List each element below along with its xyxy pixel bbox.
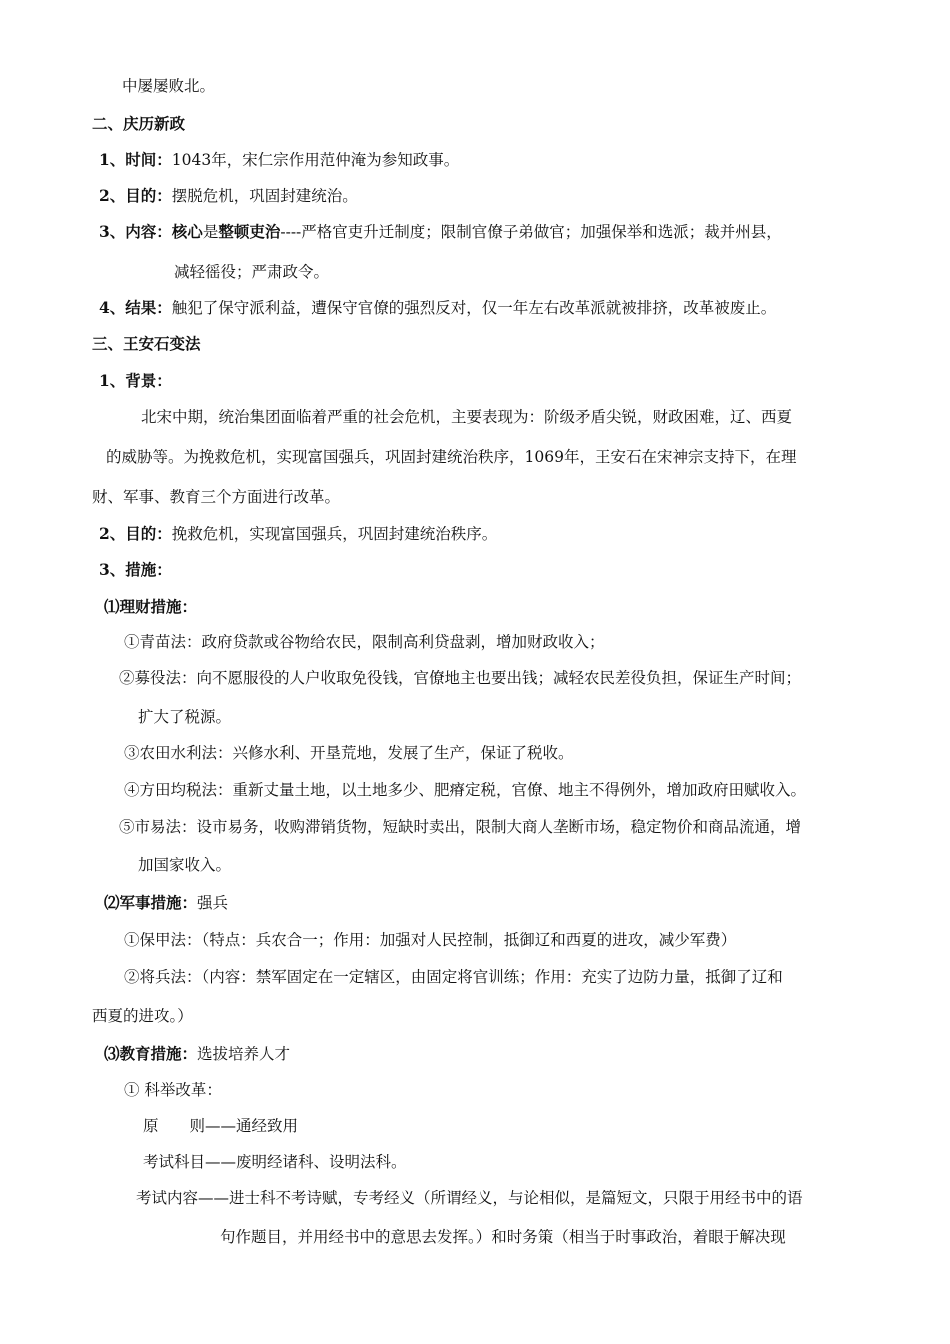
text-line	[99, 523, 497, 545]
text-line: 考试内容——进士科不考诗赋，专考经义（所谓经义，与论相似，是篇短文，只限于用经书中的语	[136, 1189, 803, 1207]
item-text: ----严格官吏升迁制度；限制官僚子弟做官；加强保举和选派；裁并州县，	[280, 223, 782, 241]
subsection-label: ⑴理财措施：	[104, 597, 198, 616]
text-line: 考试科目——废明经诸科、设明法科。	[143, 1153, 407, 1171]
text-line: ③农田水利法：兴修水利、开垦荒地，发展了生产，保证了税收。	[124, 744, 574, 762]
item-label: 3、措施：	[99, 560, 172, 579]
text-line: 中屡屡败北。	[122, 77, 216, 95]
section-heading: 三、王安石变法	[92, 334, 201, 353]
text-line	[104, 1043, 290, 1065]
text-line: ①保甲法：（特点：兵农合一；作用：加强对人民控制，抵御辽和西夏的进攻，减少军费）	[124, 931, 737, 949]
item-text: 1043年，宋仁宗作用范仲淹为参知政事。	[171, 151, 460, 169]
item-text: 选拔培养人才	[197, 1045, 291, 1063]
item-label: 1、时间：	[99, 150, 172, 169]
text-line: ②募役法：向不愿服役的人户收取免役钱，官僚地主也要出钱；减轻农民差役负担，保证生产时间；	[119, 669, 802, 687]
text-line: ①青苗法：政府贷款或谷物给农民，限制高利贷盘剥，增加财政收入；	[124, 633, 605, 651]
text-line: ① 科举改革：	[124, 1081, 222, 1099]
text-line	[99, 221, 782, 243]
text-line: ②将兵法：（内容：禁军固定在一定辖区，由固定将官训练；作用：充实了边防力量，抵御了辽和	[124, 968, 783, 986]
item-text: 强兵	[197, 894, 229, 912]
text-line: 加国家收入。	[138, 856, 232, 874]
text-line: 北宋中期，统治集团面临着严重的社会危机，主要表现为：阶级矛盾尖锐，财政困难，辽、西夏	[141, 408, 793, 426]
item-text: 摆脱危机，巩固封建统治。	[171, 187, 358, 205]
text-line: 减轻徭役；严肃政令。	[174, 263, 330, 281]
text-line	[99, 185, 358, 207]
text-line	[99, 149, 459, 171]
text-line: 扩大了税源。	[138, 708, 232, 726]
text-line: ④方田均税法：重新丈量土地，以土地多少、肥瘠定税，官僚、地主不得例外，增加政府田赋收入。	[124, 781, 807, 799]
item-emphasis: 整顿吏治	[218, 222, 281, 241]
item-label: 2、目的：	[99, 186, 172, 205]
text-line: ⑤市易法：设市易务，收购滞销货物，短缺时卖出，限制大商人垄断市场，稳定物价和商品流通，增	[119, 818, 802, 836]
subsection-label: ⑵军事措施：	[104, 893, 198, 912]
item-label: 2、目的：	[99, 524, 172, 543]
text-line	[104, 892, 228, 914]
text-line: 财、军事、教育三个方面进行改革。	[92, 488, 341, 506]
subsection-label: ⑶教育措施：	[104, 1044, 198, 1063]
item-label: 4、结果：	[99, 298, 172, 317]
text-line: 的威胁等。为挽救危机，实现富国强兵，巩固封建统治秩序，1069年，王安石在宋神宗支持下，在理	[106, 448, 797, 466]
item-text: 是	[202, 223, 219, 241]
item-text: 挽救危机，实现富国强兵，巩固封建统治秩序。	[171, 525, 498, 543]
text-line: 原 则——通经致用	[143, 1117, 299, 1135]
item-label: 1、背景：	[99, 371, 172, 390]
item-emphasis: 核心	[171, 222, 203, 241]
section-heading: 二、庆历新政	[92, 114, 186, 133]
text-line	[99, 297, 776, 319]
item-label: 3、内容：	[99, 222, 172, 241]
item-text: 触犯了保守派利益，遭保守官僚的强烈反对，仅一年左右改革派就被排挤，改革被废止。	[171, 299, 777, 317]
text-line: 西夏的进攻。）	[92, 1007, 193, 1025]
text-line: 句作题目，并用经书中的意思去发挥。）和时务策（相当于时事政治，着眼于解决现	[220, 1228, 786, 1246]
